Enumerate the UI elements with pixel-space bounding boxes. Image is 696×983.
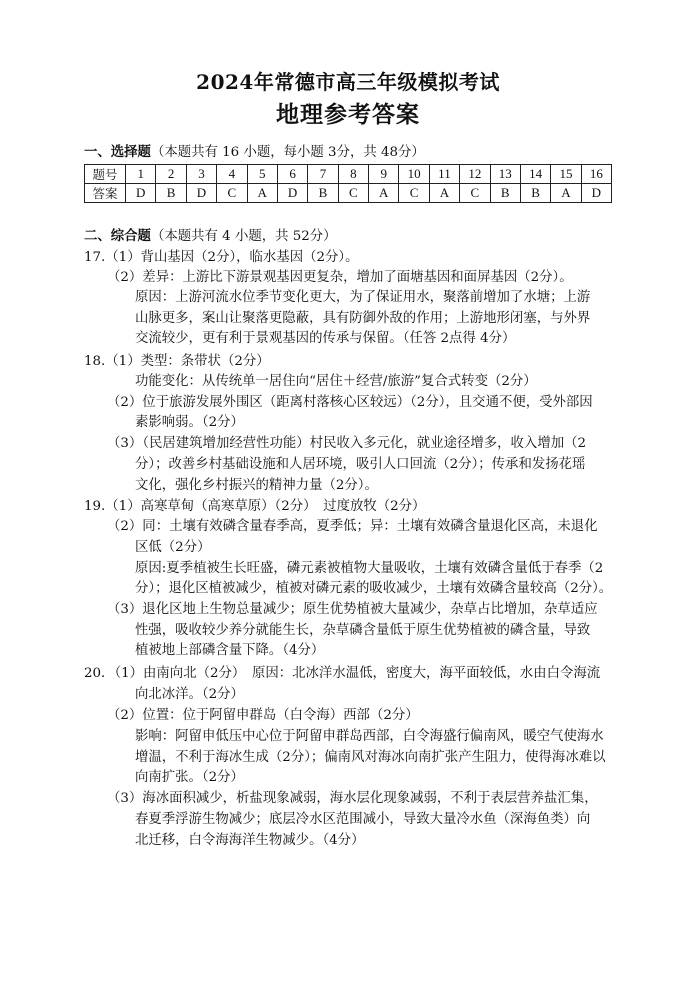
table-row-numbers [85, 165, 612, 184]
answer-cell: C [460, 184, 490, 203]
answer-cell: D [277, 184, 307, 203]
answer-line: 文化，强化乡村振兴的精神力量（2分）。 [135, 478, 378, 493]
question-number: 16 [581, 165, 611, 184]
section-1-head: 一、选择题 [84, 144, 151, 160]
question-number: 10 [399, 165, 429, 184]
answer-cell: B [156, 184, 186, 203]
answer-line: 分）；退化区植被减少，植被对磷元素的吸收减少，土壤有效磷含量较高（2分）。 [135, 581, 613, 596]
answer-line: 原因:夏季植被生长旺盛，磷元素被植物大量吸收，土壤有效磷含量低于春季（2 [135, 561, 604, 576]
section-2-head: 二、综合题 [84, 228, 151, 244]
answer-line: （3）退化区地上生物总量减少；原生优势植被大量减少，杂草占比增加，杂草适应 [107, 602, 598, 617]
answer-line: （2）差异：上游比下游景观基因更复杂，增加了面塘基因和面屏基因（2分）。 [107, 270, 573, 285]
answer-line: 区低（2分） [135, 540, 211, 555]
answer-line: 春夏季浮游生物减少；底层冷水区范围减小，导致大量冷水鱼（深海鱼类）向 [135, 812, 591, 827]
answer-line: 素影响弱。（2分） [135, 415, 244, 430]
exam-subtitle: 地理参考答案 [276, 101, 420, 128]
answer-line: 向北冰洋。（2分） [135, 687, 244, 702]
answer-table [84, 164, 612, 203]
answer-cell: B [308, 184, 338, 203]
answer-line: 植被地上部磷含量下降。（4分） [135, 643, 325, 658]
answer-line: 北迁移，白令海海洋生物减少。（4分） [135, 833, 365, 848]
question-number: 12 [460, 165, 490, 184]
question-number: 14 [520, 165, 550, 184]
answer-line: 20．（1）由南向北（2分） 原因：北冰洋水温低，密度大，海平面较低，水由白令海流 [84, 666, 601, 681]
section-1-note: （本题共有 16 小题，每小题 3分，共 48分） [150, 145, 425, 160]
question-number: 4 [217, 165, 247, 184]
answer-line: 山脉更多，案山让聚落更隐蔽，具有防御外敌的作用；上游地形闭塞，与外界 [135, 311, 591, 326]
question-number: 11 [429, 165, 459, 184]
answer-line: （3）海冰面积减少，析盐现象减弱，海水层化现象减弱，不利于表层营养盐汇集， [107, 791, 598, 806]
question-number: 8 [338, 165, 368, 184]
exam-title: 2024年常德市高三年级模拟考试 [196, 70, 500, 94]
answer-line: 原因：上游河流水位季节变化更大，为了保证用水，聚落前增加了水塘；上游 [135, 290, 591, 305]
answer-cell: C [338, 184, 368, 203]
answer-cell: D [186, 184, 216, 203]
answer-line: 影响：阿留申低压中心位于阿留申群岛西部，白令海盛行偏南风，暖空气使海水 [135, 729, 604, 744]
answer-line: 18.（1）类型：条带状（2分） [84, 354, 270, 369]
section-1-heading [84, 143, 425, 162]
answer-line: 功能变化：从传统单一居住向“居住＋经营/旅游”复合式转变（2分） [135, 374, 537, 389]
question-number: 15 [551, 165, 581, 184]
answer-line: 增温，不利于海冰生成（2分）；偏南风对海冰向南扩张产生阻力，使得海冰难以 [135, 750, 606, 765]
row-label-answers: 答案 [85, 184, 126, 203]
question-number: 1 [126, 165, 156, 184]
table-row-answers [85, 184, 612, 203]
answer-cell: D [126, 184, 156, 203]
answer-cell: C [399, 184, 429, 203]
question-number: 7 [308, 165, 338, 184]
answer-line: （2）位置：位于阿留申群岛（白令海）西部（2分） [107, 708, 419, 723]
answer-line: 19.（1）高寒草甸（高寒草原）（2分） 过度放牧（2分） [84, 499, 426, 514]
question-number: 13 [490, 165, 520, 184]
answer-cell: C [217, 184, 247, 203]
question-number: 2 [156, 165, 186, 184]
answer-line: 向南扩张。（2分） [135, 770, 244, 785]
answer-line: 性强，吸收较少养分就能生长，杂草磷含量低于原生优势植被的磷含量，导致 [135, 623, 591, 638]
answer-cell: A [369, 184, 399, 203]
question-number: 6 [277, 165, 307, 184]
answer-line: 交流较少，更有利于景观基因的传承与保留。（任答 2点得 4分） [135, 331, 516, 346]
row-label-numbers: 题号 [85, 165, 126, 184]
question-number: 3 [186, 165, 216, 184]
question-number: 9 [369, 165, 399, 184]
answer-cell: D [581, 184, 611, 203]
answer-line: （3）（民居建筑增加经营性功能）村民收入多元化，就业途径增多，收入增加（2 [107, 436, 587, 451]
section-2-heading [84, 227, 337, 246]
answer-cell: B [490, 184, 520, 203]
answer-line: 分）；改善乡村基础设施和人居环境，吸引人口回流（2分）；传承和发扬花瑶 [135, 457, 586, 472]
answer-line: （2）位于旅游发展外围区（距离村落核心区较远）（2分），且交通不便，受外部因 [107, 395, 593, 410]
answer-cell: A [429, 184, 459, 203]
section-2-note: （本题共有 4 小题，共 52分） [150, 229, 337, 244]
answer-cell: A [247, 184, 277, 203]
answer-cell: A [551, 184, 581, 203]
question-number: 5 [247, 165, 277, 184]
answer-cell: B [520, 184, 550, 203]
answer-line: （2）同：土壤有效磷含量春季高，夏季低；异：土壤有效磷含量退化区高，未退化 [107, 519, 598, 534]
answer-line: 17.（1）背山基因（2分），临水基因（2分）。 [84, 250, 359, 265]
